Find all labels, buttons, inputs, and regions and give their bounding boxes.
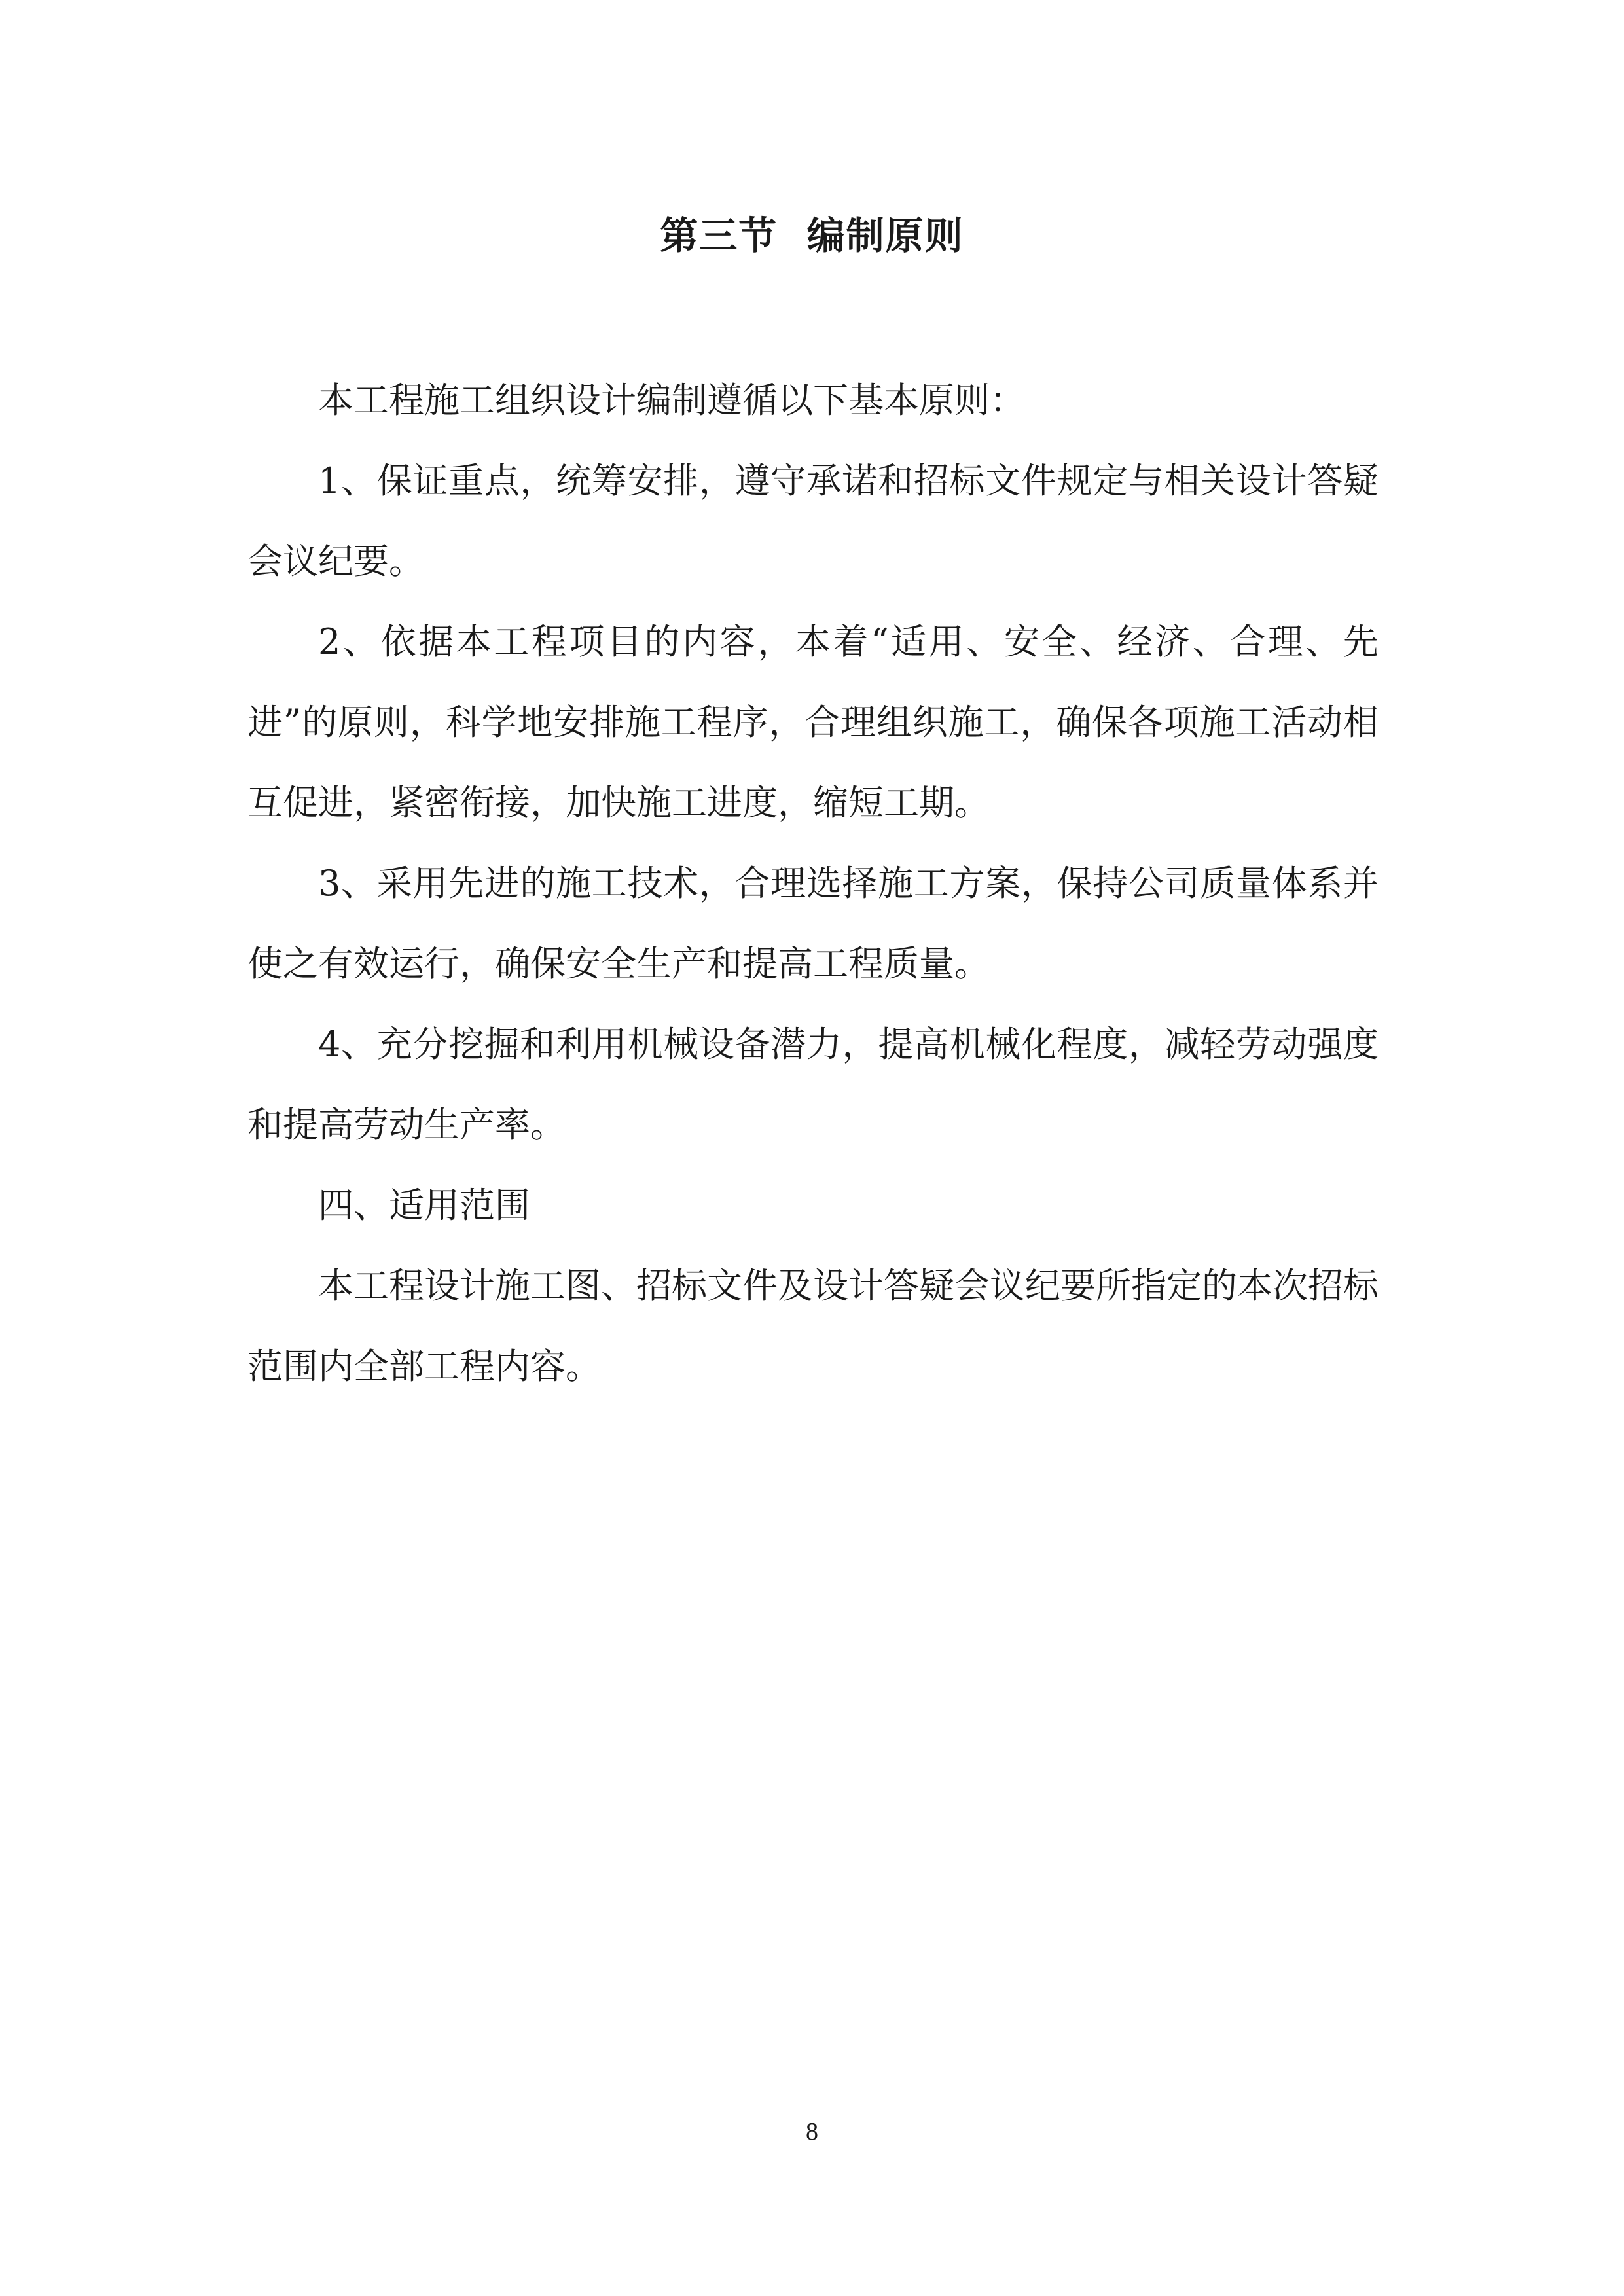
section-title: 第三节 编制原则 [660, 213, 964, 258]
intro-paragraph: 本工程施工组织设计编制遵循以下基本原则： [318, 380, 1025, 421]
principle-1-paragraph: 1、保证重点，统筹安排，遵守承诺和招标文件规定与相关设计答疑会议纪要。 [247, 460, 1379, 582]
page-number: 8 [806, 2118, 818, 2145]
principle-4-paragraph: 4、充分挖掘和利用机械设备潜力，提高机械化程度，减轻劳动强度和提高劳动生产率。 [247, 1024, 1379, 1145]
scope-paragraph: 本工程设计施工图、招标文件及设计答疑会议纪要所指定的本次招标范围内全部工程内容。 [247, 1265, 1379, 1387]
scope-heading: 四、适用范围 [318, 1185, 530, 1226]
principle-3-paragraph: 3、采用先进的施工技术，合理选择施工方案，保持公司质量体系并使之有效运行，确保安全生产和提高工程质量。 [247, 863, 1379, 984]
body-text [247, 360, 1379, 1407]
principle-2-paragraph: 2、依据本工程项目的内容，本着“适用、安全、经济、合理、先进”的原则，科学地安排施工程序，合理组织施工，确保各项施工活动相互促进，紧密衔接，加快施工进度，缩短工期。 [247, 621, 1379, 823]
